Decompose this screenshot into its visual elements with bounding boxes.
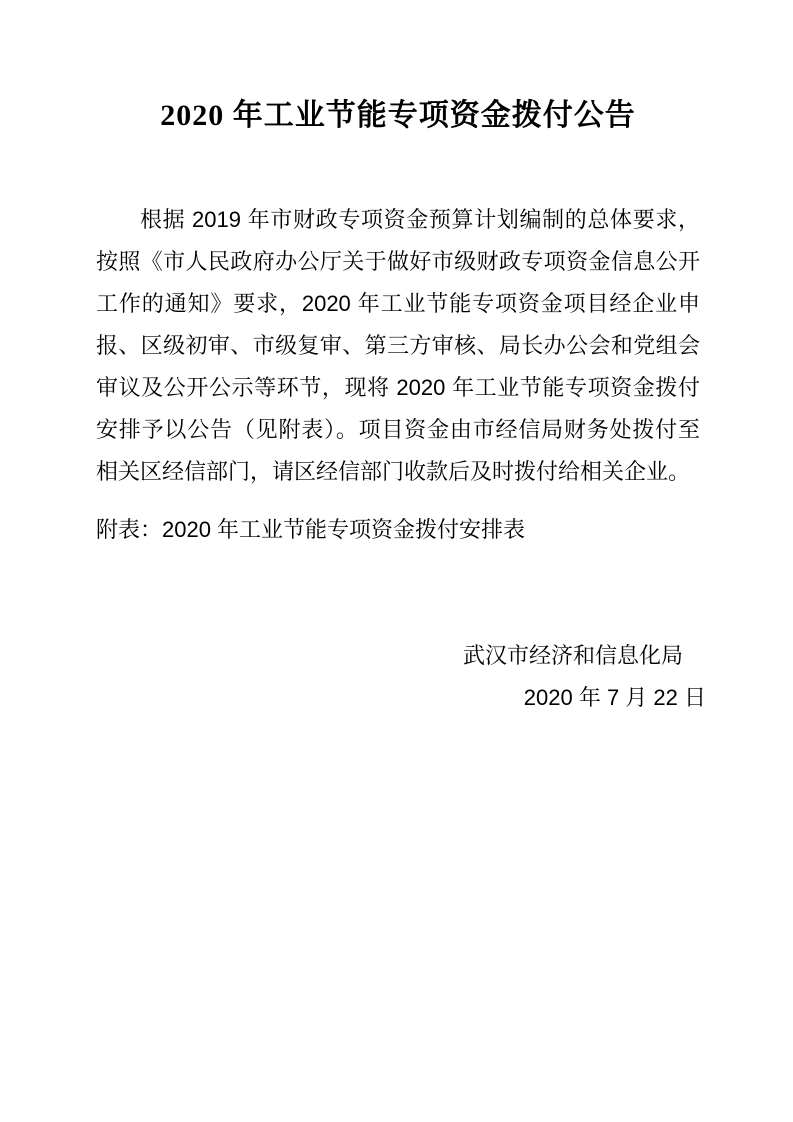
signature-issuer: 武汉市经济和信息化局 <box>462 643 683 668</box>
signature-date: 2020 年 7 月 22 日 <box>523 685 706 710</box>
attachment-note: 附表：2020 年工业节能专项资金拨付安排表 <box>96 517 526 542</box>
signature-block <box>96 635 706 719</box>
body-paragraph: 根据 2019 年市财政专项资金预算计划编制的总体要求，按照《市人民政府办公厅关于做好市级财政专项资金信息公开工作的通知》要求，2020 年工业节能专项资金项目经企业申报、区级初审、市级复审、第三方审核、局长办公会和党组会审议及公开公示等环节，现将 2020 年工业节能专项资金拨付安排予以公告（见附表）。项目资金由市经信局财务处拨付至相关区经信部门，请区经信部门收款后及时拨付给相关企业。 <box>96 207 700 484</box>
page-title: 2020 年工业节能专项资金拨付公告 <box>160 99 636 132</box>
